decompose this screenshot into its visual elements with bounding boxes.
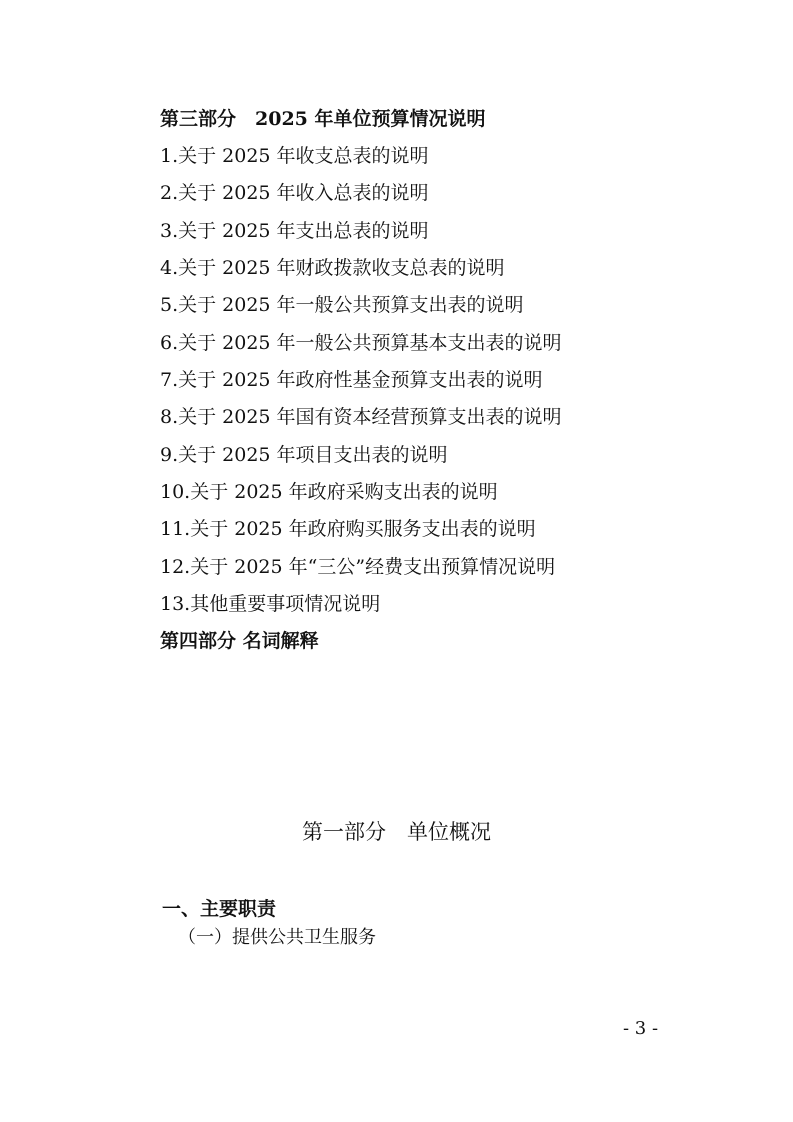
toc-item: 3.关于 2025 年支出总表的说明 — [160, 220, 429, 242]
part1-title: 第一部分 单位概况 — [302, 820, 491, 844]
toc-part4-heading: 第四部分 名词解释 — [160, 630, 319, 652]
toc-item: 13.其他重要事项情况说明 — [160, 593, 381, 615]
toc-item: 6.关于 2025 年一般公共预算基本支出表的说明 — [160, 332, 562, 354]
toc-item: 11.关于 2025 年政府购买服务支出表的说明 — [160, 518, 536, 540]
toc-item: 2.关于 2025 年收入总表的说明 — [160, 182, 429, 204]
toc-item: 7.关于 2025 年政府性基金预算支出表的说明 — [160, 369, 543, 391]
section1-heading: 一、主要职责 — [162, 898, 277, 920]
toc-item: 8.关于 2025 年国有资本经营预算支出表的说明 — [160, 406, 562, 428]
toc-item: 12.关于 2025 年“三公”经费支出预算情况说明 — [160, 556, 556, 578]
toc-part3-heading: 第三部分 2025 年单位预算情况说明 — [160, 108, 486, 130]
toc-item: 5.关于 2025 年一般公共预算支出表的说明 — [160, 294, 524, 316]
toc-item: 9.关于 2025 年项目支出表的说明 — [160, 444, 448, 466]
section1-subheading: （一）提供公共卫生服务 — [178, 927, 376, 948]
page-number: - 3 - — [623, 1018, 659, 1039]
toc-item: 10.关于 2025 年政府采购支出表的说明 — [160, 481, 498, 503]
toc-item: 1.关于 2025 年收支总表的说明 — [160, 145, 429, 167]
toc-item: 4.关于 2025 年财政拨款收支总表的说明 — [160, 257, 505, 279]
